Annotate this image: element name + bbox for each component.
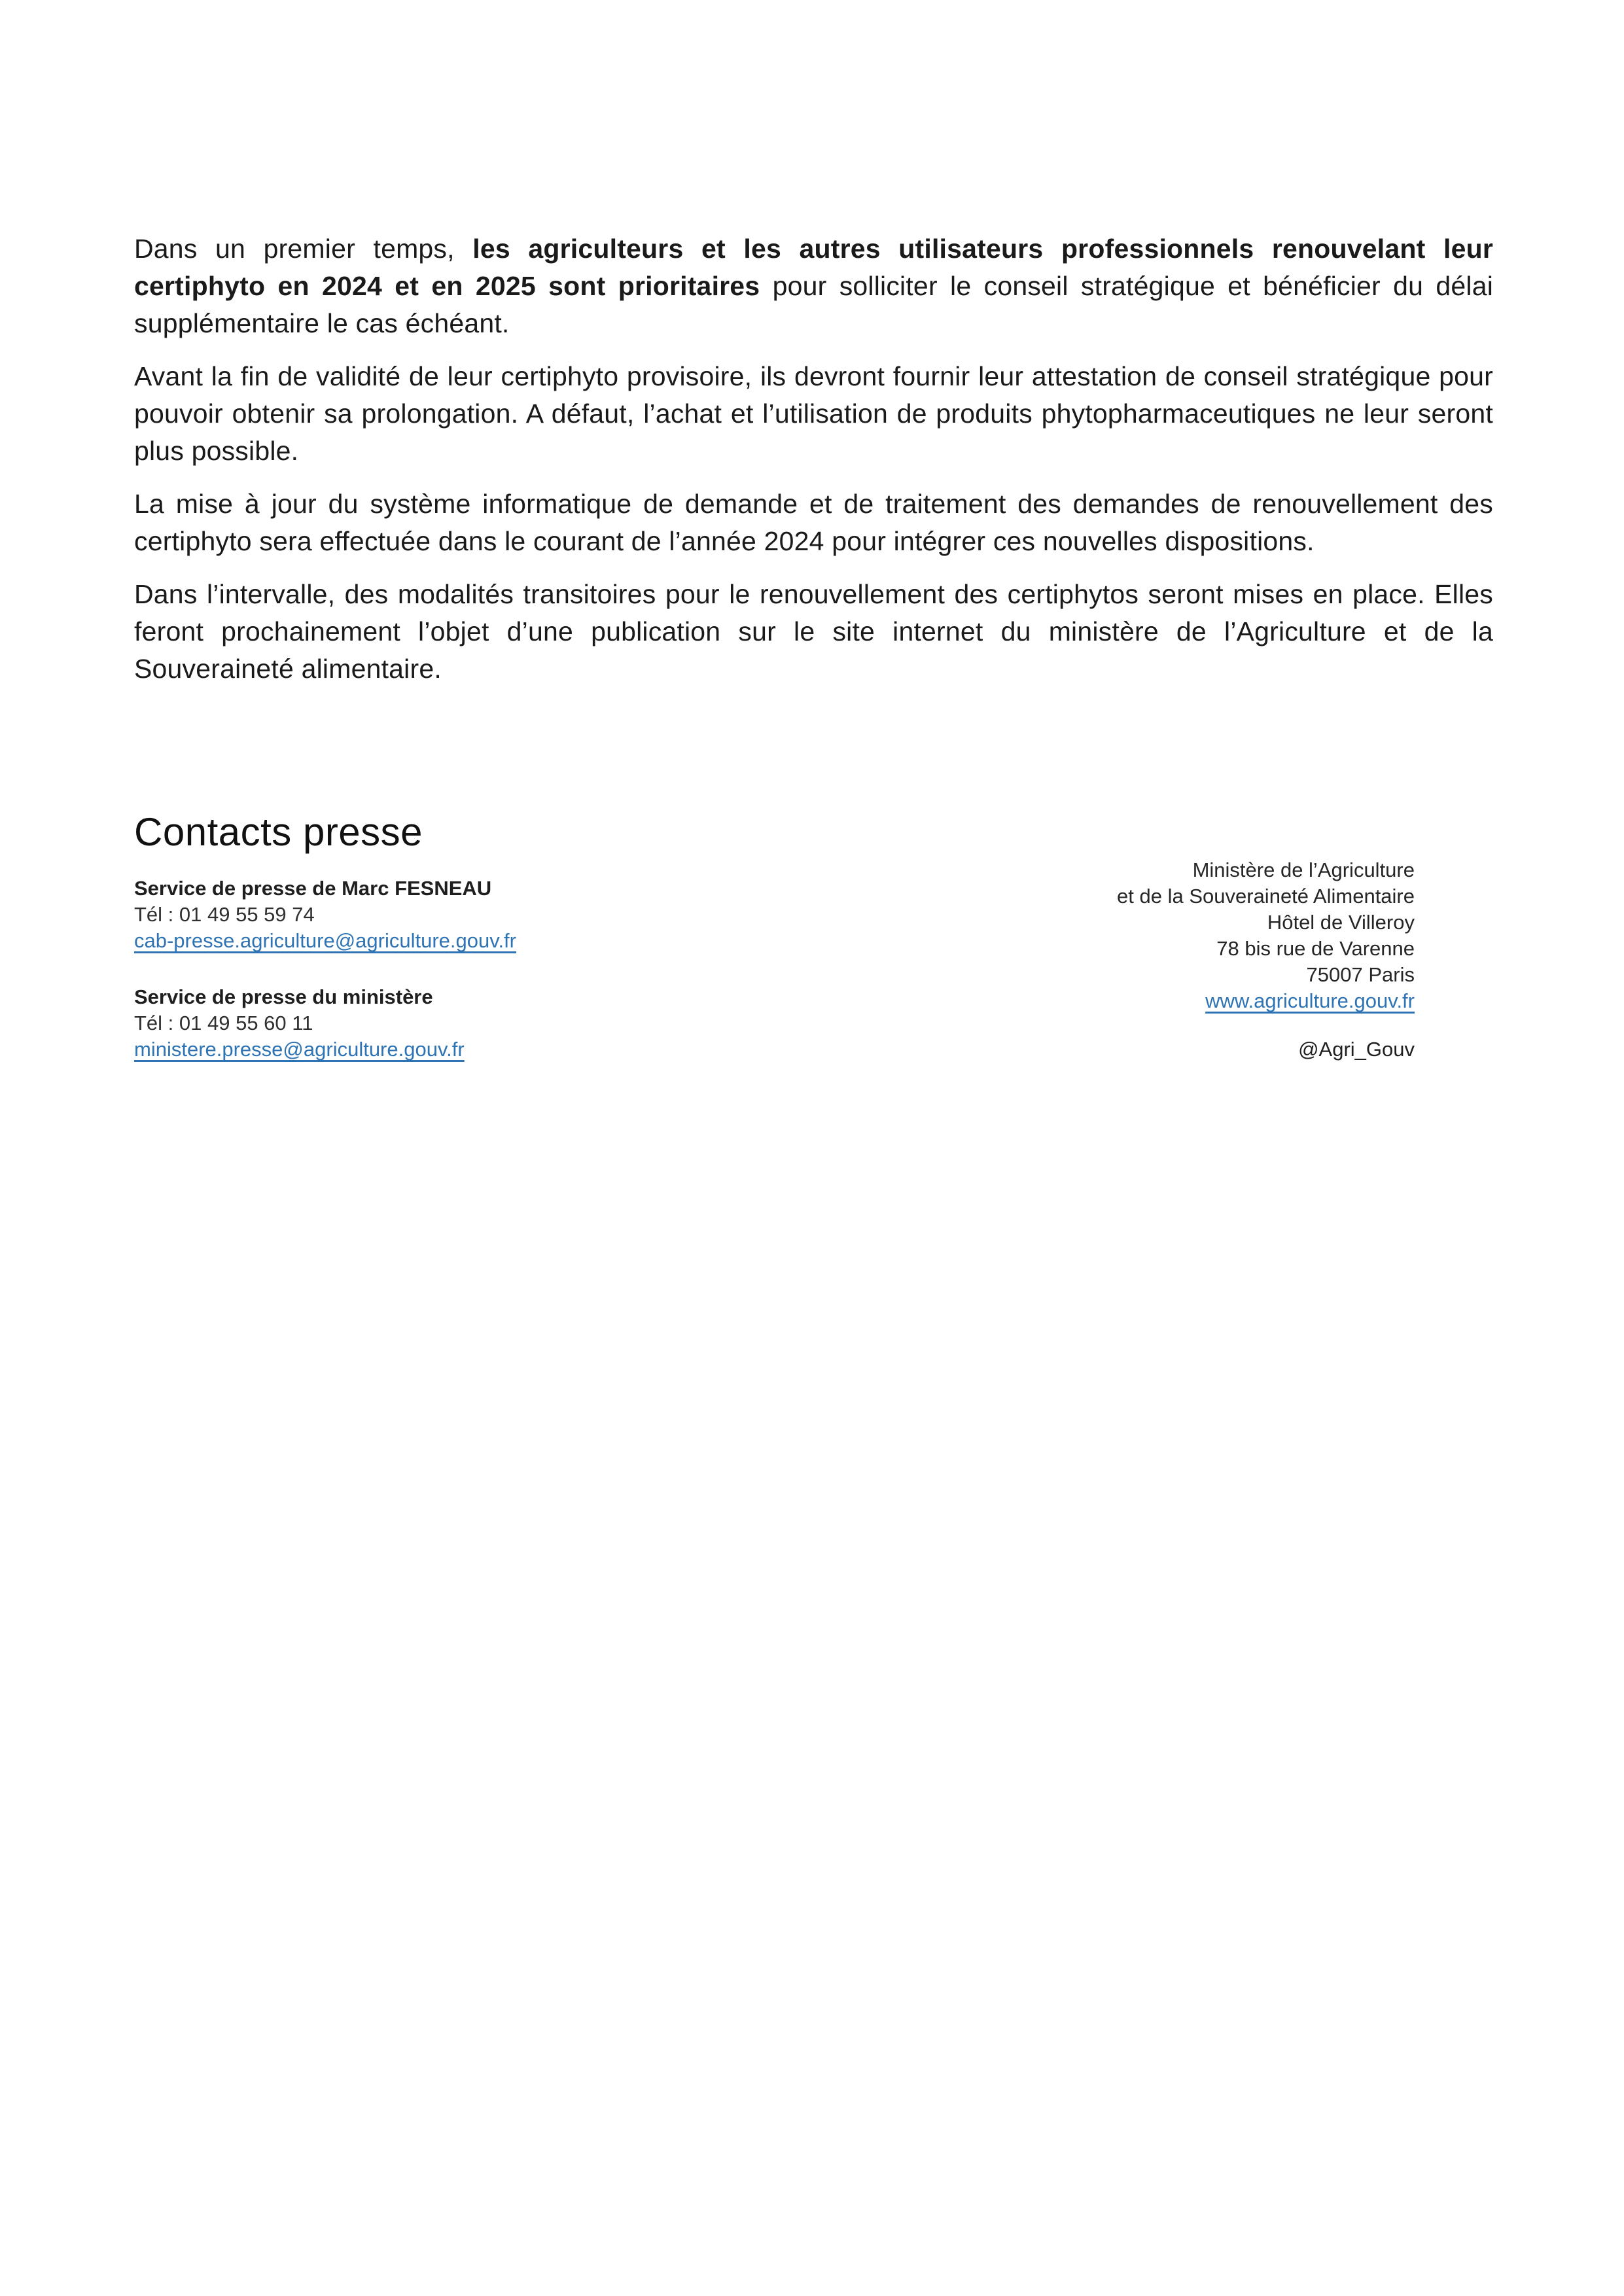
body-paragraph: [134, 230, 1493, 342]
ministry-address-line: 78 bis rue de Varenne: [1216, 937, 1415, 960]
paragraph-text: pour solliciter le conseil stratégique et bénéficier du délai supplémentaire le cas échéant.: [134, 271, 1494, 338]
contact-email-link[interactable]: cab-presse.agriculture@agriculture.gouv.fr: [134, 929, 516, 952]
ministry-address-line: Ministère de l’Agriculture: [1192, 858, 1415, 881]
contact-phone: Tél : 01 49 55 59 74: [134, 903, 315, 926]
paragraph-bold-text: les agriculteurs et les autres utilisateurs professionnels renouvelant leur certiphyto en 2024 et en 2025 sont prioritaires: [134, 234, 1494, 301]
press-contacts-column: [134, 875, 1117, 1063]
ministry-address-column: [1117, 857, 1415, 1063]
contact-service-title: Service de presse du ministère: [134, 985, 433, 1008]
contacts-section: [134, 858, 1493, 1063]
ministry-website-link[interactable]: www.agriculture.gouv.fr: [1205, 989, 1415, 1012]
contact-group-minister: [134, 875, 1117, 954]
body-paragraph: Avant la fin de validité de leur certiphyto provisoire, ils devront fournir leur attestation de conseil stratégique pour pouvoir obtenir sa prolongation. A défaut, l’achat et l’utilisation de produits phytopharmaceutiques ne leur seront plus possible.: [134, 361, 1493, 466]
contact-email-link[interactable]: ministere.presse@agriculture.gouv.fr: [134, 1038, 465, 1061]
ministry-address-line: Hôtel de Villeroy: [1267, 911, 1415, 934]
ministry-website-row: [1117, 988, 1415, 1014]
twitter-handle: @Agri_Gouv: [1298, 1038, 1415, 1061]
contact-phone: Tél : 01 49 55 60 11: [134, 1012, 313, 1034]
paragraph-text: Dans un premier temps,: [134, 234, 473, 264]
page-content: [0, 0, 1624, 1063]
contact-service-title: Service de presse de Marc FESNEAU: [134, 877, 492, 900]
ministry-address-line: et de la Souveraineté Alimentaire: [1117, 885, 1415, 908]
contact-group-ministry: [134, 984, 1117, 1063]
body-text-block: [134, 230, 1493, 688]
ministry-address-line: 75007 Paris: [1306, 963, 1415, 986]
body-paragraph: La mise à jour du système informatique de demande et de traitement des demandes de renouvellement des certiphyto sera effectuée dans le courant de l’année 2024 pour intégrer ces nouvelles dispositions.: [134, 489, 1493, 556]
contacts-presse-heading: Contacts presse: [134, 810, 423, 854]
body-paragraph: Dans l’intervalle, des modalités transitoires pour le renouvellement des certiphytos seront mises en place. Elles feront prochainement l’objet d’une publication sur le site internet du ministère de l’Agriculture et de la Souveraineté alimentaire.: [134, 579, 1493, 684]
